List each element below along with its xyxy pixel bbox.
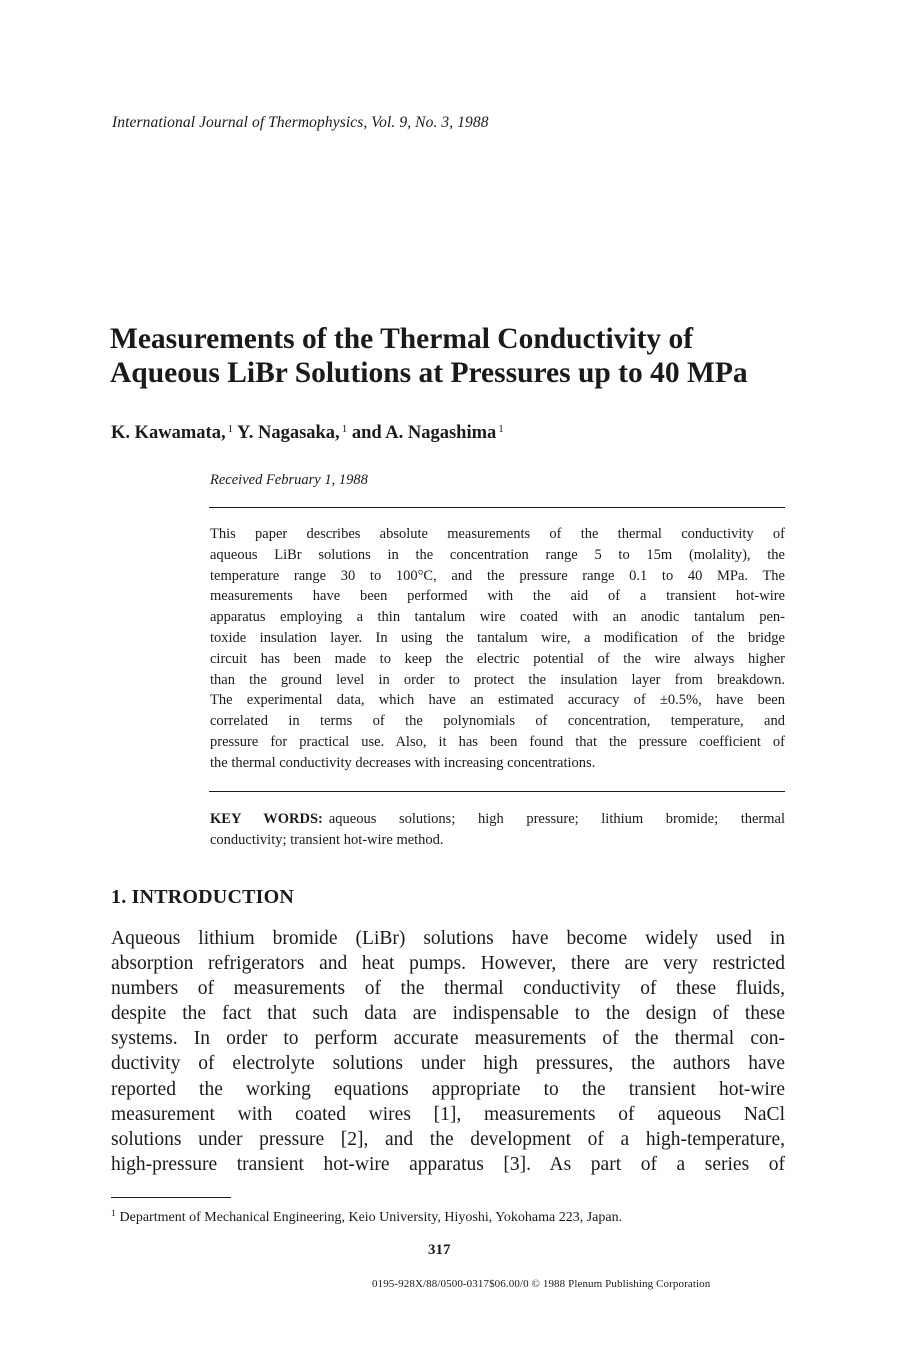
body-line: reported the working equations appropriate to the transient hot-wire (111, 1078, 785, 1100)
abstract-line: than the ground level in order to protect the insulation layer from breakdown. (210, 671, 785, 688)
body-line: ductivity of electrolyte solutions under high pressures, the authors have (111, 1053, 785, 1075)
footnote-text: Department of Mechanical Engineering, Keio University, Hiyoshi, Yokohama 223, Japan. (119, 1210, 623, 1225)
keywords-text: aqueous solutions; high pressure; lithium bromide; thermal (328, 811, 785, 827)
received-date: Received February 1, 1988 (210, 472, 368, 488)
body-line: Aqueous lithium bromide (LiBr) solutions have become widely used in (111, 928, 785, 949)
title-line-2: Aqueous LiBr Solutions at Pressures up to 40 MPa (110, 357, 748, 389)
affiliation-marker: 1 (498, 422, 504, 435)
abstract-line: toxide insulation layer. In using the tantalum wire, a modification of the bridge (210, 629, 785, 646)
abstract-bottom-rule (209, 791, 785, 792)
copyright-line: 0195-928X/88/0500-0317$06.00/0 © 1988 Plenum Publishing Corporation (372, 1278, 711, 1290)
body-line: absorption refrigerators and heat pumps. However, there are very restricted (111, 953, 785, 975)
keywords-line-2: conductivity; transient hot-wire method. (210, 832, 444, 848)
abstract-line: correlated in terms of the polynomials of concentration, temperature, and (210, 713, 785, 730)
keywords-label: KEY WORDS: (210, 811, 323, 827)
body-line: solutions under pressure [2], and the development of a high-temperature, (111, 1128, 785, 1150)
author-name: K. Kawamata, (111, 423, 226, 443)
author-list (111, 423, 504, 444)
footnote-rule (111, 1197, 231, 1198)
introduction-body (111, 926, 785, 1177)
affiliation-marker: 1 (341, 422, 348, 435)
author-conjunction: and (351, 423, 382, 443)
footnote-marker: 1 (111, 1208, 116, 1219)
keywords-line-1 (210, 809, 785, 830)
abstract-line: aqueous LiBr solutions in the concentration range 5 to 15m (molality), the (210, 546, 785, 563)
abstract-line: circuit has been made to keep the electric potential of the wire always higher (210, 650, 785, 667)
abstract-line: This paper describes absolute measurements of the thermal conductivity of (210, 526, 785, 542)
author-name: Y. Nagasaka, (237, 423, 340, 443)
body-line: despite the fact that such data are indispensable to the design of these (111, 1003, 785, 1025)
title-line-1: Measurements of the Thermal Conductivity of (110, 323, 694, 355)
abstract-line: the thermal conductivity decreases with increasing concentrations. (210, 754, 596, 771)
footnote (111, 1210, 622, 1226)
body-line: measurement with coated wires [1], measurements of aqueous NaCl (111, 1103, 785, 1125)
body-line: numbers of measurements of the thermal conductivity of these fluids, (111, 978, 785, 1000)
page-number: 317 (428, 1242, 451, 1258)
body-line: systems. In order to perform accurate measurements of the thermal con- (111, 1028, 785, 1050)
keywords (210, 809, 785, 851)
paper-title (110, 322, 810, 390)
abstract-line: measurements have been performed with the aid of a transient hot-wire (210, 588, 785, 605)
section-heading-introduction: 1. INTRODUCTION (111, 886, 295, 908)
author-name: A. Nagashima (385, 423, 497, 443)
abstract-line: temperature range 30 to 100°C, and the pressure range 0.1 to 40 MPa. The (210, 567, 785, 584)
abstract (210, 524, 785, 774)
abstract-line: The experimental data, which have an estimated accuracy of ±0.5%, have been (210, 692, 785, 709)
abstract-line: pressure for practical use. Also, it has been found that the pressure coefficient of (210, 733, 785, 750)
affiliation-marker: 1 (227, 422, 234, 435)
body-line: high-pressure transient hot-wire apparatus [3]. As part of a series of (111, 1153, 785, 1175)
abstract-line: apparatus employing a thin tantalum wire coated with an anodic tantalum pen- (210, 609, 785, 626)
journal-citation: International Journal of Thermophysics, Vol. 9, No. 3, 1988 (112, 114, 489, 131)
abstract-top-rule (209, 507, 785, 508)
